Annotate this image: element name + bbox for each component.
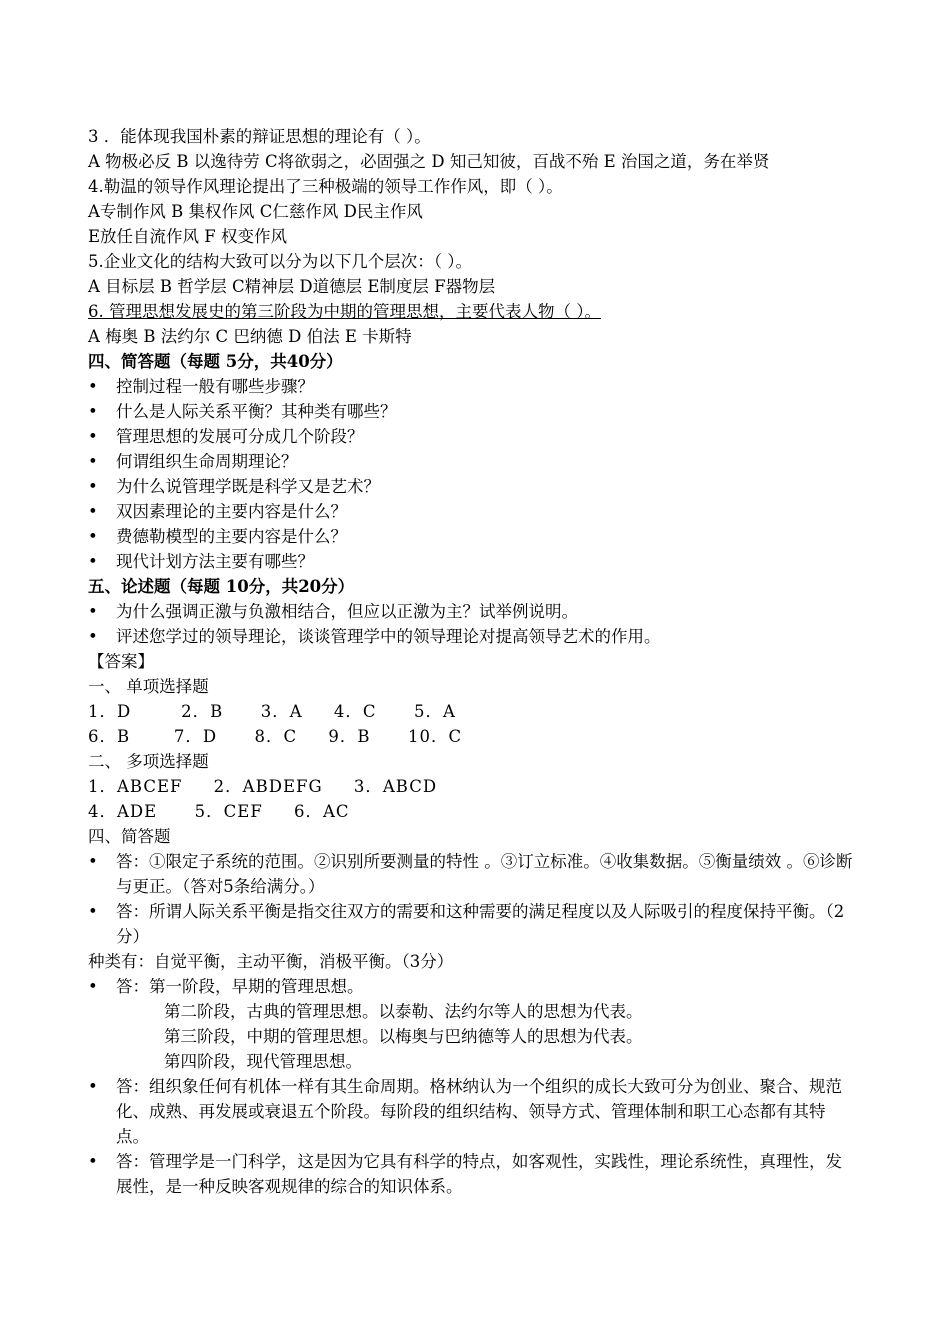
question-5-options: A 目标层 B 哲学层 C精神层 D道德层 E制度层 F器物层	[88, 277, 496, 296]
bullet-icon: •	[88, 552, 98, 571]
bullet-icon: •	[88, 527, 98, 546]
bullet-icon: •	[88, 602, 98, 621]
section-4-list	[88, 374, 858, 574]
bullet-icon: •	[88, 377, 98, 396]
bullet-icon: •	[88, 1077, 98, 1096]
answer-2-types: 种类有：自觉平衡，主动平衡，消极平衡。（3分）	[88, 952, 454, 971]
bullet-icon: •	[88, 1152, 98, 1171]
list-item: • 双因素理论的主要内容是什么？	[88, 499, 858, 524]
bullet-icon: •	[88, 502, 98, 521]
answers-title: 【答案】	[88, 652, 154, 671]
list-item: • 为什么强调正激与负激相结合，但应以正激为主？试举例说明。	[88, 599, 858, 624]
list-item: • 控制过程一般有哪些步骤？	[88, 374, 858, 399]
list-item: • 为什么说管理学既是科学又是艺术？	[88, 474, 858, 499]
list-item: • 现代计划方法主要有哪些？	[88, 549, 858, 574]
bullet-icon: •	[88, 427, 98, 446]
multi-choice-title: 二、 多项选择题	[88, 752, 209, 771]
answer-3-stage-2: 第二阶段，古典的管理思想。以泰勒、法约尔等人的思想为代表。	[164, 1002, 643, 1021]
question-3-stem: 3 ．能体现我国朴素的辩证思想的理论有（ ）。	[88, 127, 431, 146]
multi-choice-answers-row-2: 4．ADE 5．CEF 6．AC	[88, 802, 350, 821]
question-5-stem: 5.企业文化的结构大致可以分为以下几个层次：（ ）。	[88, 252, 472, 271]
question-4-options-line-1: A专制作风 B 集权作风 C仁慈作风 D民主作风	[88, 202, 423, 221]
short-answer-title: 四、简答题	[88, 827, 171, 846]
answer-5: • 答：管理学是一门科学，这是因为它具有科学的特点，如客观性，实践性，理论系统性，真理性，发展性，是一种反映客观规律的综合的知识体系。	[88, 1149, 858, 1199]
section-5-title: 五、论述题（每题 10分，共20分）	[88, 577, 355, 596]
multi-choice-answers-row-1: 1．ABCEF 2．ABDEFG 3．ABCD	[88, 777, 438, 796]
bullet-icon: •	[88, 977, 98, 996]
answer-3: • 答：第一阶段，早期的管理思想。	[88, 974, 858, 999]
bullet-icon: •	[88, 852, 98, 871]
answer-3-stage-3: 第三阶段，中期的管理思想。以梅奥与巴纳德等人的思想为代表。	[164, 1027, 643, 1046]
list-item: • 何谓组织生命周期理论？	[88, 449, 858, 474]
section-4-title: 四、简答题（每题 5分，共40分）	[88, 352, 343, 371]
answer-4: • 答：组织象任何有机体一样有其生命周期。格林纳认为一个组织的成长大致可分为创业、聚合、规范化、成熟、再发展或衰退五个阶段。每阶段的组织结构、领导方式、管理体制和职工心态都有其特点。	[88, 1074, 858, 1149]
question-3-options: A 物极必反 B 以逸待劳 C将欲弱之，必固强之 D 知己知彼，百战不殆 E 治国之道，务在举贤	[88, 152, 770, 171]
question-6-stem: 6. 管理思想发展史的第三阶段为中期的管理思想，主要代表人物（ ）。	[88, 302, 601, 321]
bullet-icon: •	[88, 902, 98, 921]
answer-2: • 答：所谓人际关系平衡是指交往双方的需要和这种需要的满足程度以及人际吸引的程度保持平衡。（2分）	[88, 899, 858, 949]
question-4-stem: 4.勒温的领导作风理论提出了三种极端的领导工作作风，即（ ）。	[88, 177, 563, 196]
list-item: • 评述您学过的领导理论，谈谈管理学中的领导理论对提高领导艺术的作用。	[88, 624, 858, 649]
single-choice-answers-row-2: 6．B 7．D 8．C 9．B 10．C	[88, 727, 463, 746]
list-item: • 什么是人际关系平衡？其种类有哪些？	[88, 399, 858, 424]
single-choice-title: 一、 单项选择题	[88, 677, 209, 696]
answer-1: • 答：①限定子系统的范围。②识别所要测量的特性 。③订立标准。④收集数据。⑤衡量绩效 。⑥诊断与更正。（答对5条给满分。）	[88, 849, 858, 899]
question-4-options-line-2: E放任自流作风 F 权变作风	[88, 227, 287, 246]
section-5-list	[88, 599, 858, 649]
bullet-icon: •	[88, 452, 98, 471]
list-item: • 管理思想的发展可分成几个阶段？	[88, 424, 858, 449]
bullet-icon: •	[88, 477, 98, 496]
answer-3-stage-4: 第四阶段，现代管理思想。	[164, 1052, 362, 1071]
single-choice-answers-row-1: 1．D 2．B 3．A 4．C 5．A	[88, 702, 456, 721]
bullet-icon: •	[88, 402, 98, 421]
exam-document	[88, 124, 858, 1199]
question-6-options: A 梅奥 B 法约尔 C 巴纳德 D 伯法 E 卡斯特	[88, 327, 412, 346]
bullet-icon: •	[88, 627, 98, 646]
list-item: • 费德勒模型的主要内容是什么？	[88, 524, 858, 549]
